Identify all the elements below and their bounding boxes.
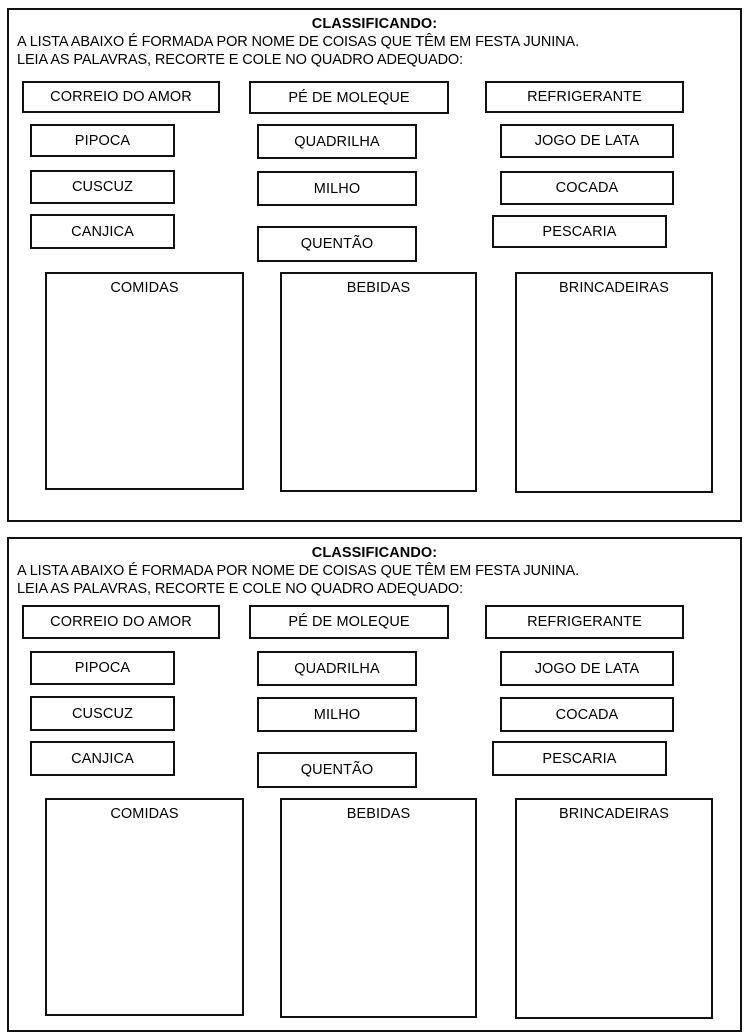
word-card-milho[interactable]: MILHO — [257, 697, 417, 732]
category-box-bebidas[interactable] — [280, 272, 477, 492]
page-title: CLASSIFICANDO: — [311, 16, 438, 32]
word-card-correio-do-amor[interactable]: CORREIO DO AMOR — [22, 81, 220, 113]
category-box-label: BRINCADEIRAS — [559, 806, 669, 822]
header-block — [17, 545, 732, 598]
word-card-jogo-de-lata[interactable]: JOGO DE LATA — [500, 651, 674, 686]
instruction-line-2: LEIA AS PALAVRAS, RECORTE E COLE NO QUADRO ADEQUADO: — [17, 581, 464, 597]
word-card-canjica[interactable]: CANJICA — [30, 214, 175, 249]
word-card-pescaria[interactable]: PESCARIA — [492, 215, 667, 248]
page-title: CLASSIFICANDO: — [311, 545, 438, 561]
word-card-cocada[interactable]: COCADA — [500, 171, 674, 205]
word-card-pe-de-moleque[interactable]: PÉ DE MOLEQUE — [249, 605, 449, 639]
word-card-refrigerante[interactable]: REFRIGERANTE — [485, 605, 684, 639]
word-card-correio-do-amor[interactable]: CORREIO DO AMOR — [22, 605, 220, 639]
header-block — [17, 16, 732, 69]
category-box-label: COMIDAS — [110, 806, 179, 822]
instruction-line-1: A LISTA ABAIXO É FORMADA POR NOME DE COISAS QUE TÊM EM FESTA JUNINA. — [17, 34, 580, 50]
category-box-label: COMIDAS — [110, 280, 179, 296]
word-card-cuscuz[interactable]: CUSCUZ — [30, 696, 175, 731]
word-card-canjica[interactable]: CANJICA — [30, 741, 175, 776]
word-card-pe-de-moleque[interactable]: PÉ DE MOLEQUE — [249, 81, 449, 114]
category-box-comidas[interactable] — [45, 272, 244, 490]
category-box-label: BRINCADEIRAS — [559, 280, 669, 296]
word-card-quadrilha[interactable]: QUADRILHA — [257, 651, 417, 686]
word-card-refrigerante[interactable]: REFRIGERANTE — [485, 81, 684, 113]
word-card-cuscuz[interactable]: CUSCUZ — [30, 170, 175, 204]
category-box-comidas[interactable] — [45, 798, 244, 1016]
word-card-quentao[interactable]: QUENTÃO — [257, 226, 417, 262]
worksheet-panel-1 — [7, 8, 742, 522]
word-card-pipoca[interactable]: PIPOCA — [30, 124, 175, 157]
word-card-pescaria[interactable]: PESCARIA — [492, 741, 667, 776]
instruction-line-2: LEIA AS PALAVRAS, RECORTE E COLE NO QUADRO ADEQUADO: — [17, 52, 464, 68]
word-card-pipoca[interactable]: PIPOCA — [30, 651, 175, 685]
category-box-label: BEBIDAS — [346, 280, 411, 296]
word-card-quentao[interactable]: QUENTÃO — [257, 752, 417, 788]
word-card-milho[interactable]: MILHO — [257, 171, 417, 206]
category-box-label: BEBIDAS — [346, 806, 411, 822]
word-card-quadrilha[interactable]: QUADRILHA — [257, 124, 417, 159]
category-box-bebidas[interactable] — [280, 798, 477, 1018]
worksheet-panel-2 — [7, 537, 742, 1032]
category-box-brincadeiras[interactable] — [515, 272, 713, 493]
category-box-brincadeiras[interactable] — [515, 798, 713, 1019]
instruction-line-1: A LISTA ABAIXO É FORMADA POR NOME DE COISAS QUE TÊM EM FESTA JUNINA. — [17, 563, 580, 579]
word-card-cocada[interactable]: COCADA — [500, 697, 674, 732]
word-card-jogo-de-lata[interactable]: JOGO DE LATA — [500, 124, 674, 158]
